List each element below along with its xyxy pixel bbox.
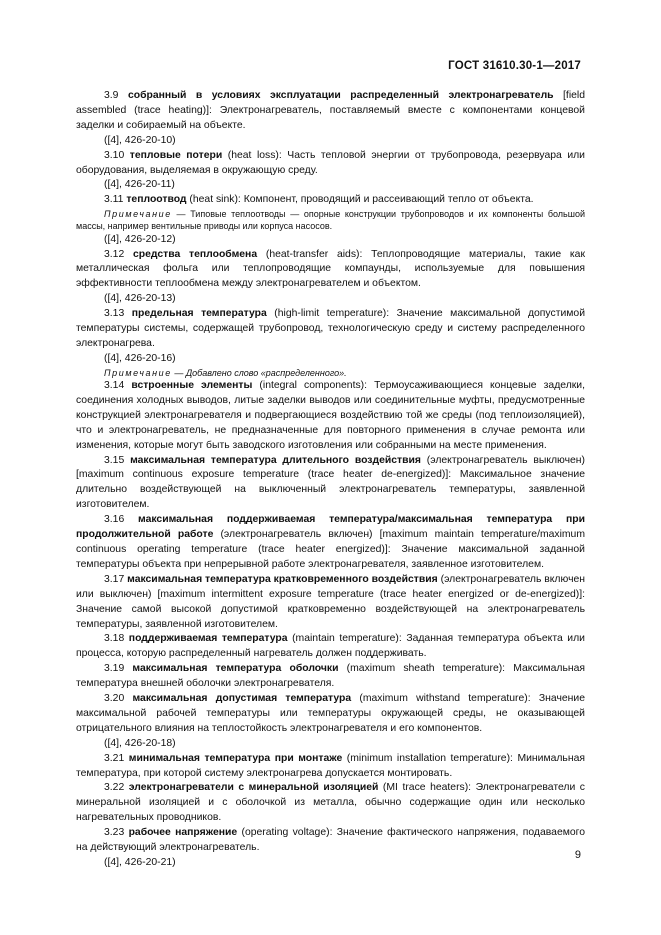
note-text: — Типовые теплоотводы — опорные конструкции трубопроводов и их компоненты большой массы, например вентильные приводы или корпуса насосов. xyxy=(76,209,585,232)
document-header: ГОСТ 31610.30-1—2017 xyxy=(448,60,581,72)
term-title: максимальная допустимая температура xyxy=(132,693,352,705)
note xyxy=(76,367,585,379)
term-title: максимальная температура длительного воздействия xyxy=(130,454,421,466)
note xyxy=(76,208,585,232)
page-number: 9 xyxy=(574,849,581,861)
note-label: Примечание xyxy=(104,367,172,378)
term-3-10: 3.10 тепловые потери (heat loss): Часть тепловой энергии от трубопровода, резервуара или оборудования, выделяемая в окружающую среду. xyxy=(76,149,585,176)
source-reference: ([4], 426-20-10) xyxy=(104,134,176,146)
note-text: — Добавлено слово «распределенного». xyxy=(171,367,347,378)
term-3-15: 3.15 максимальная температура длительного воздействия (электронагреватель выключен) [maximum continuous exposure temperature (trace heater de-energized)]: Максимальное значение длительно воздействующей на выключенный электронагреватель температуры, заявленной изготовителем. xyxy=(76,454,586,511)
term-3-17: 3.17 максимальная температура кратковременного воздействия (электронагреватель включен или выключен) [maximum intermittent exposure temperature (trace heater energized or de-energized)]: Значение самой высокой допустимой кратковременно воздействующей на электронагреватель температуры, заявленной изготовителем. xyxy=(76,573,585,630)
source-reference: ([4], 426-20-11) xyxy=(104,179,175,191)
term-title: средства теплообмена xyxy=(132,248,258,260)
term-title: встроенные элементы xyxy=(131,380,253,392)
term-3-11: 3.11 теплоотвод (heat sink): Компонент, проводящий и рассеивающий тепло от объекта. xyxy=(104,194,534,206)
term-3-21: 3.21 минимальная температура при монтаже (minimum installation temperature): Минимальная температура, при которой систему электронагрева допускается монтировать. xyxy=(76,752,585,779)
term-3-12: 3.12 средства теплообмена (heat-transfer aids): Теплопроводящие материалы, такие как металлическая фольга или теплопроводящие компаунды, используемые для повышения эффективности теплообмена между электронагревателем и объектом. xyxy=(76,248,586,290)
source-reference: ([4], 426-20-16) xyxy=(104,352,176,364)
term-title: минимальная температура при монтаже xyxy=(128,752,343,764)
term-3-18: 3.18 поддерживаемая температура (maintain temperature): Заданная температура объекта или процесса, которую распределенный нагреватель должен поддерживать. xyxy=(76,633,585,660)
term-title: тепловые потери xyxy=(129,149,223,161)
term-title: собранный в условиях эксплуатации распределенный электронагреватель xyxy=(127,90,554,101)
term-title: максимальная температура кратковременного воздействия xyxy=(127,573,438,585)
source-reference: ([4], 426-20-12) xyxy=(104,233,176,245)
term-3-23: 3.23 рабочее напряжение (operating voltage): Значение фактического напряжения, подаваемого на действующий электронагреватель. xyxy=(76,827,585,854)
term-3-22: 3.22 электронагреватели с минеральной изоляцией (MI trace heaters): Электронагреватели с минеральной изоляцией и с оболочкой из металла, обычно содержащие один или несколько нагревательных проводников. xyxy=(76,782,585,824)
term-title: поддерживаемая температура xyxy=(128,633,288,645)
term-title: предельная температура xyxy=(131,308,267,320)
document-body xyxy=(76,89,585,871)
note-label: Примечание xyxy=(104,209,172,220)
term-title: теплоотвод xyxy=(126,194,187,206)
term-3-19: 3.19 максимальная температура оболочки (maximum sheath temperature): Максимальная температура внешней оболочки электронагревателя. xyxy=(76,663,586,690)
term-3-9: 3.9 собранный в условиях эксплуатации распределенный электронагреватель [field assembled (trace heating)]: Электронагреватель, поставляемый вместе с компонентами концевой заделки и собираемый на объекте. xyxy=(76,90,585,131)
term-3-20: 3.20 максимальная допустимая температура (maximum withstand temperature): Значение максимальной рабочей температуры или температуры окружающей среды, не оказывающей отрицательного влияния на теплостойкость электронагревателя и его компонентов. xyxy=(76,693,585,734)
term-title: максимальная температура оболочки xyxy=(132,663,339,675)
term-3-13: 3.13 предельная температура (high-limit temperature): Значение максимальной допустимой температуры системы, содержащей трубопровод, технологическую среду и систему распределенного электронагрева. xyxy=(76,308,585,349)
term-3-14: 3.14 встроенные элементы (integral components): Термоусаживающиеся концевые заделки, соединения холодных выводов, литые заделки выводов или соединительные муфты, предусмотренные конструкцией электронагревателя и подвергающиеся воздействию той же среды (под теплоизоляцией), что и электронагреватель, не предназначенные для повторного применения в случае ремонта или изменения, которые могут быть заводского изготовления или собранными на месте применения. xyxy=(76,380,585,451)
term-title: максимальная поддерживаемая температура/максимальная температура при продолжительной работе xyxy=(76,514,585,541)
term-title: рабочее напряжение xyxy=(128,827,238,839)
source-reference: ([4], 426-20-13) xyxy=(104,293,176,305)
source-reference: ([4], 426-20-21) xyxy=(104,857,176,869)
term-title: электронагреватели с минеральной изоляцией xyxy=(128,782,379,794)
source-reference: ([4], 426-20-18) xyxy=(104,737,176,749)
term-3-16: 3.16 максимальная поддерживаемая температура/максимальная температура при продолжительной работе (электронагреватель включен) [maximum maintain temperature/maximum continuous operating temperature (trace heater energized)]: Значение максимальной заданной температуры объекта при непрерывной работе электронагревателя, заявленное изготовителем. xyxy=(76,514,585,570)
